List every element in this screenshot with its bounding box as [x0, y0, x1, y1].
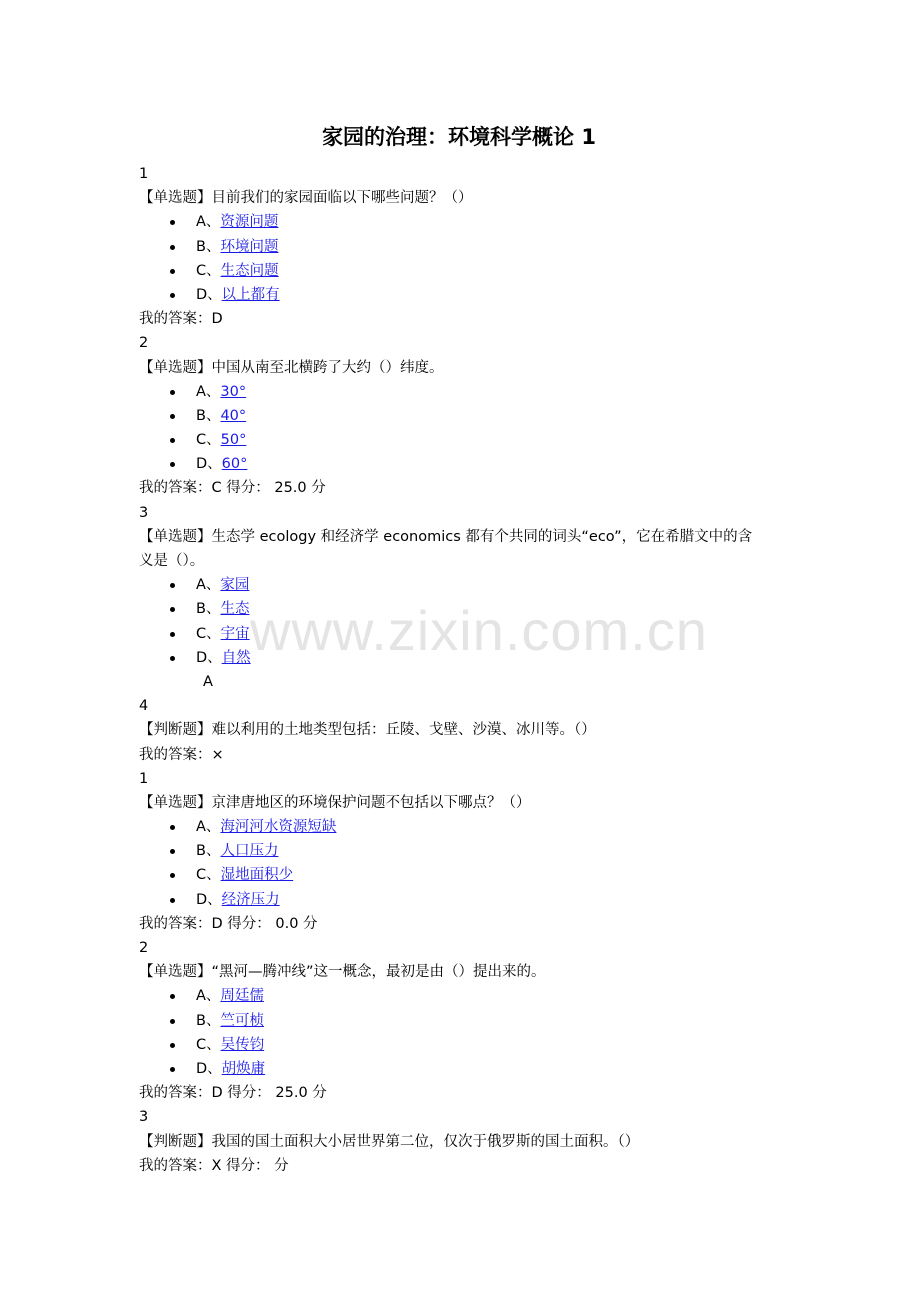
option-link[interactable]: 竺可桢	[220, 1012, 264, 1029]
bullet-icon	[170, 269, 175, 274]
option-link[interactable]: 40°	[220, 407, 247, 424]
option-prefix: D、	[196, 456, 222, 473]
option-link[interactable]: 海河河水资源短缺	[220, 819, 337, 836]
option-link[interactable]: 50°	[220, 432, 247, 449]
option-link[interactable]: 人口压力	[220, 843, 279, 860]
my-answer: 我的答案：D 得分： 25.0 分	[139, 1085, 327, 1102]
bullet-icon	[170, 1067, 175, 1072]
option-c	[139, 259, 789, 283]
question-prompt: 【单选题】中国从南至北横跨了大约（）纬度。	[139, 359, 444, 376]
option-link[interactable]: 自然	[221, 649, 251, 666]
option-prefix: C、	[196, 625, 221, 642]
option-link[interactable]: 胡焕庸	[221, 1060, 266, 1077]
option-a	[139, 573, 789, 597]
document-title: 家园的治理：环境科学概论 1	[322, 125, 596, 149]
option-link[interactable]: 环境问题	[220, 238, 279, 255]
option-link[interactable]: 湿地面积少	[220, 867, 294, 884]
option-prefix: B、	[196, 843, 221, 860]
question-number: 4	[139, 698, 149, 715]
option-b	[139, 235, 789, 259]
option-c	[139, 622, 789, 646]
option-prefix: C、	[196, 262, 221, 279]
option-d	[139, 1057, 789, 1081]
option-link[interactable]: 资源问题	[220, 214, 279, 231]
option-prefix: B、	[196, 238, 221, 255]
option-a	[139, 984, 789, 1008]
bullet-icon	[170, 1043, 175, 1048]
option-link[interactable]: 吴传钧	[220, 1036, 265, 1053]
question-prompt: 【判断题】我国的国土面积大小居世界第二位，仅次于俄罗斯的国土面积。（）	[139, 1133, 640, 1150]
question-number: 1	[139, 166, 149, 182]
answer-text: A	[203, 673, 213, 690]
question-prompt-line1: 【单选题】生态学 ecology 和经济学 economics 都有个共同的词头“eco”，它在希腊文中的含	[139, 528, 753, 545]
document-page	[139, 120, 789, 1178]
option-prefix: C、	[196, 867, 221, 884]
option-a	[139, 210, 789, 234]
bullet-icon	[170, 583, 175, 588]
question-prompt-line2: 义是（）。	[139, 553, 205, 569]
option-a	[139, 380, 789, 404]
option-d	[139, 888, 789, 912]
question-prompt: 【单选题】目前我们的家园面临以下哪些问题？（）	[139, 190, 473, 207]
my-answer: 我的答案：X 得分： 分	[139, 1157, 289, 1174]
option-prefix: A、	[196, 214, 221, 231]
my-answer: 我的答案：C 得分： 25.0 分	[139, 480, 326, 497]
bullet-icon	[170, 293, 175, 298]
question-prompt: 【单选题】京津唐地区的环境保护问题不包括以下哪点？（）	[139, 794, 531, 811]
question-prompt: 【单选题】“黑河—腾冲线”这一概念，最初是由（）提出来的。	[139, 964, 546, 981]
question-number: 2	[139, 940, 149, 956]
option-prefix: B、	[196, 1012, 221, 1029]
bullet-icon	[170, 414, 175, 419]
bullet-icon	[170, 245, 175, 250]
option-link[interactable]: 30°	[220, 383, 247, 400]
option-prefix: B、	[196, 407, 221, 424]
option-list	[139, 573, 789, 670]
option-prefix: D、	[196, 891, 222, 908]
bullet-icon	[170, 462, 175, 467]
question-number: 3	[139, 1109, 149, 1126]
my-answer: 我的答案：D 得分： 0.0 分	[139, 915, 318, 932]
bullet-icon	[170, 825, 175, 830]
bullet-icon	[170, 873, 175, 878]
option-prefix: C、	[196, 1036, 221, 1053]
bullet-icon	[170, 438, 175, 443]
option-a	[139, 815, 789, 839]
option-link[interactable]: 家园	[220, 577, 250, 594]
option-prefix: D、	[196, 649, 222, 666]
bullet-icon	[170, 607, 175, 612]
option-b	[139, 597, 789, 621]
option-d	[139, 452, 789, 476]
question-number: 2	[139, 335, 149, 352]
option-b	[139, 839, 789, 863]
bullet-icon	[170, 632, 175, 637]
bullet-icon	[170, 220, 175, 225]
option-prefix: A、	[196, 819, 221, 836]
option-prefix: A、	[196, 383, 221, 400]
my-answer: 我的答案：×	[139, 746, 224, 763]
bullet-icon	[170, 849, 175, 854]
option-b	[139, 404, 789, 428]
option-b	[139, 1009, 789, 1033]
question-number: 1	[139, 770, 149, 787]
option-prefix: D、	[196, 286, 222, 303]
option-c	[139, 428, 789, 452]
option-list	[139, 984, 789, 1081]
bullet-icon	[170, 1019, 175, 1024]
option-prefix: D、	[196, 1060, 222, 1077]
option-prefix: C、	[196, 432, 221, 449]
bullet-icon	[170, 390, 175, 395]
option-d	[139, 283, 789, 307]
option-c	[139, 863, 789, 887]
option-link[interactable]: 宇宙	[220, 625, 250, 642]
bullet-icon	[170, 898, 175, 903]
question-number: 3	[139, 504, 149, 521]
question-prompt: 【判断题】难以利用的土地类型包括：丘陵、戈壁、沙漠、冰川等。（）	[139, 722, 596, 739]
watermark: www.zixin.com.cn	[250, 599, 708, 662]
option-list	[139, 380, 789, 477]
option-prefix: A、	[196, 988, 221, 1005]
option-link[interactable]: 周廷儒	[220, 988, 264, 1005]
option-link[interactable]: 以上都有	[221, 286, 280, 303]
my-answer: 我的答案：D	[139, 311, 223, 328]
option-d	[139, 646, 789, 670]
option-link[interactable]: 生态问题	[220, 262, 279, 279]
option-list	[139, 210, 789, 307]
option-link[interactable]: 经济压力	[221, 891, 280, 908]
option-prefix: A、	[196, 577, 221, 594]
bullet-icon	[170, 656, 175, 661]
option-link[interactable]: 60°	[221, 456, 248, 473]
option-link[interactable]: 生态	[220, 601, 250, 618]
option-c	[139, 1033, 789, 1057]
option-prefix: B、	[196, 601, 221, 618]
option-list	[139, 815, 789, 912]
bullet-icon	[170, 994, 175, 999]
